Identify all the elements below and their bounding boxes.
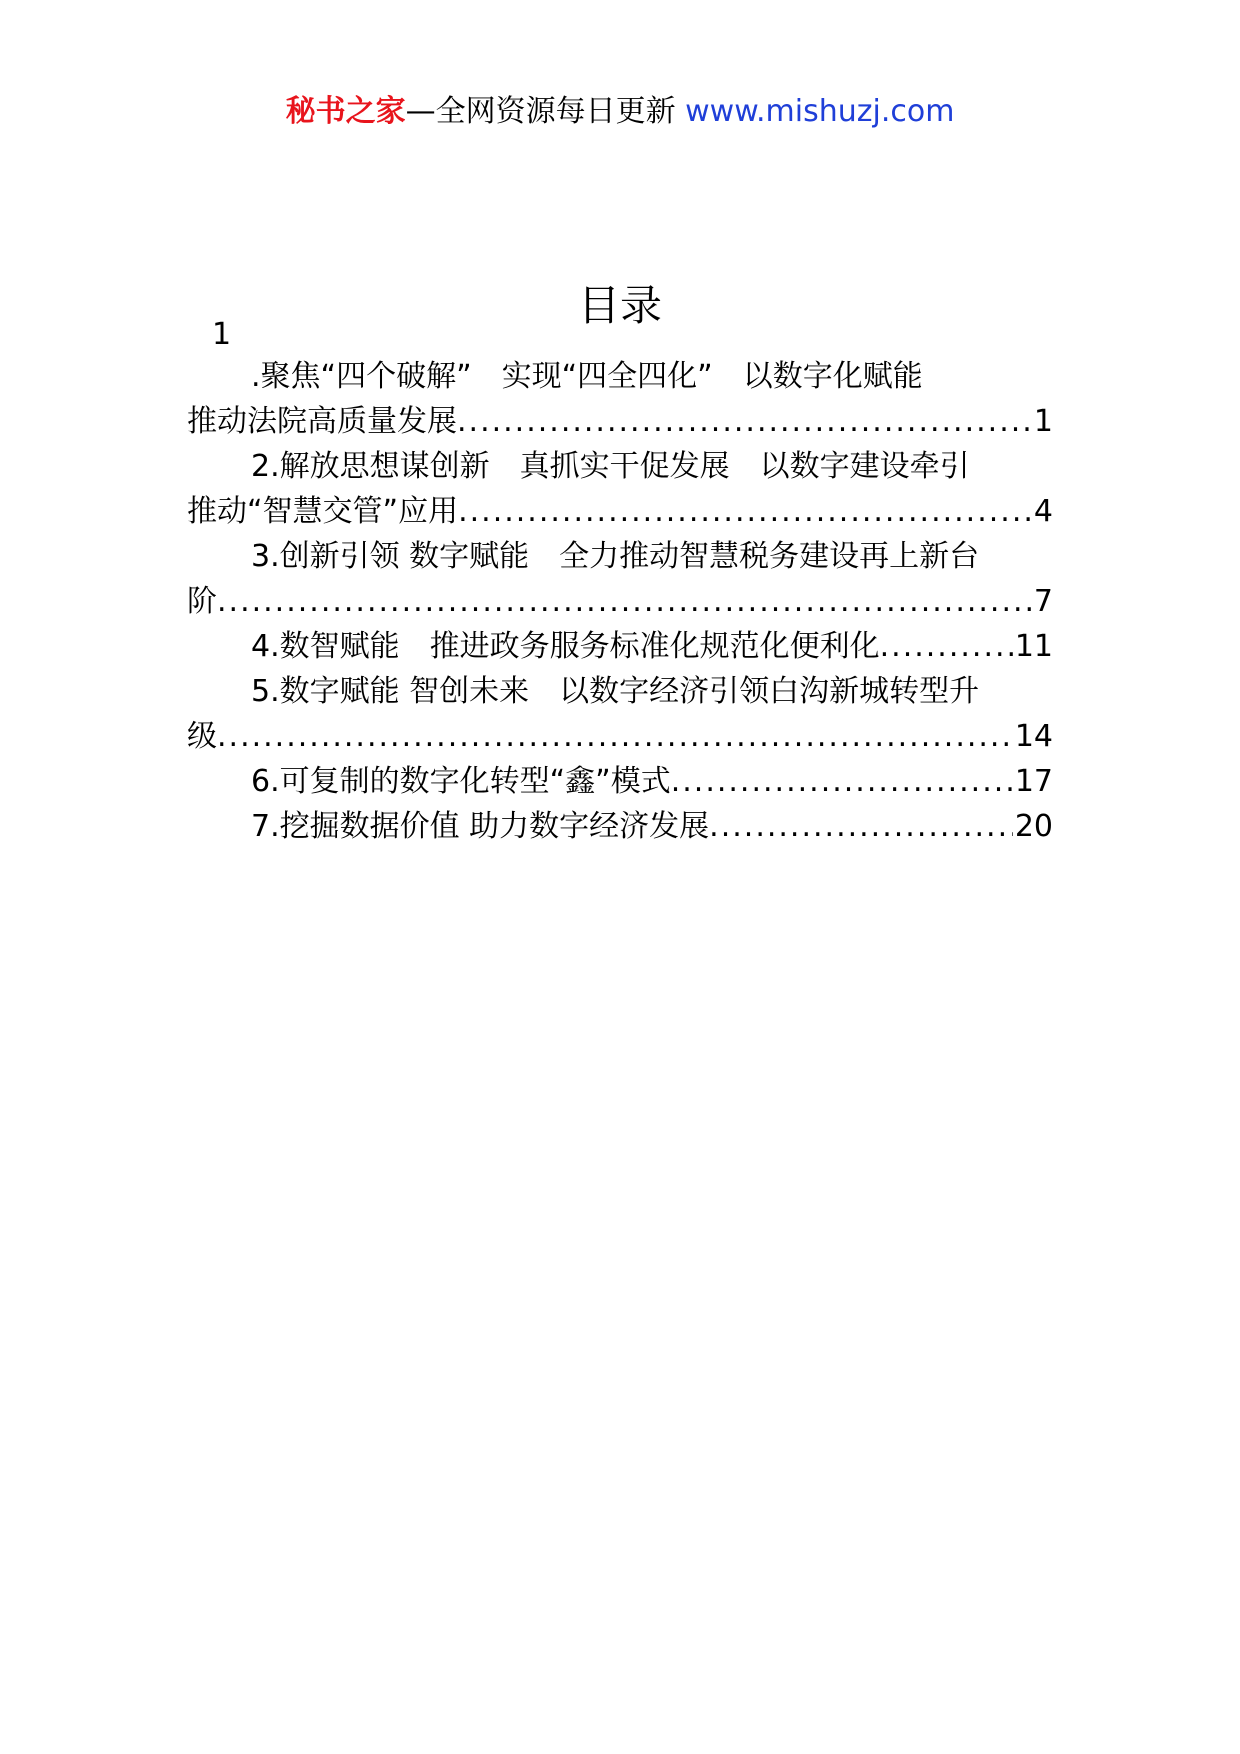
toc-entry-6-line[interactable]: [187, 759, 1053, 804]
header-tagline: —全网资源每日更新: [405, 94, 676, 129]
toc-entry-3-title-line[interactable]: [187, 534, 1053, 579]
toc-entry-1-title-line[interactable]: [187, 354, 1053, 399]
toc-entry-1-leader-line[interactable]: [187, 399, 1053, 444]
toc-page-number: 20: [1014, 809, 1053, 844]
toc-leader-dots: [671, 759, 1013, 804]
toc-page-number: 7: [1033, 584, 1053, 619]
toc-page-number: 11: [1014, 629, 1053, 664]
toc-entry-title-continued: 级: [187, 719, 217, 754]
page-header: [0, 92, 1240, 132]
toc-entry-5-title-line[interactable]: [187, 669, 1053, 714]
site-url-link[interactable]: www.mishuzj.com: [685, 94, 955, 129]
toc-leader-dots: [457, 399, 1032, 444]
toc-entry-title-continued: 推动法院高质量发展: [187, 404, 457, 439]
toc-entry-title: 4.数智赋能 推进政务服务标准化规范化便利化: [251, 629, 880, 664]
toc-entry-2-title-line[interactable]: [187, 444, 1053, 489]
toc-entry-title: 3.创新引领 数字赋能 全力推动智慧税务建设再上新台: [251, 539, 980, 574]
toc-leader-dots: [217, 714, 1013, 759]
toc-page-number: 17: [1014, 764, 1053, 799]
table-of-contents: [187, 317, 1053, 849]
toc-entry-5-leader-line[interactable]: [187, 714, 1053, 759]
toc-entry-number: 1: [212, 317, 232, 352]
toc-page-number: 1: [1033, 404, 1053, 439]
toc-leader-dots: [458, 489, 1032, 534]
brand-name: 秘书之家: [285, 94, 406, 129]
toc-entry-3-leader-line[interactable]: [187, 579, 1053, 624]
toc-entry-title: 2.解放思想谋创新 真抓实干促发展 以数字建设牵引: [251, 449, 970, 484]
toc-entry-title: .聚焦“四个破解” 实现“四全四化” 以数字化赋能: [251, 359, 923, 394]
toc-entry-4-line[interactable]: [187, 624, 1053, 669]
toc-entry-1-number: [187, 312, 231, 357]
page-title: 目录: [577, 281, 662, 330]
toc-leader-dots: [880, 624, 1013, 669]
toc-entry-title: 7.挖掘数据价值 助力数字经济发展: [251, 809, 710, 844]
toc-leader-dots: [217, 579, 1032, 624]
toc-entry-2-leader-line[interactable]: [187, 489, 1053, 534]
toc-page-number: 4: [1033, 494, 1053, 529]
toc-page-number: 14: [1014, 719, 1053, 754]
toc-leader-dots: [709, 804, 1013, 849]
toc-entry-7-line[interactable]: [187, 804, 1053, 849]
toc-entry-title: 6.可复制的数字化转型“鑫”模式: [251, 764, 671, 799]
toc-entry-title: 5.数字赋能 智创未来 以数字经济引领白沟新城转型升: [251, 674, 980, 709]
toc-entry-title-continued: 阶: [187, 584, 217, 619]
toc-entry-title-continued: 推动“智慧交管”应用: [187, 494, 459, 529]
